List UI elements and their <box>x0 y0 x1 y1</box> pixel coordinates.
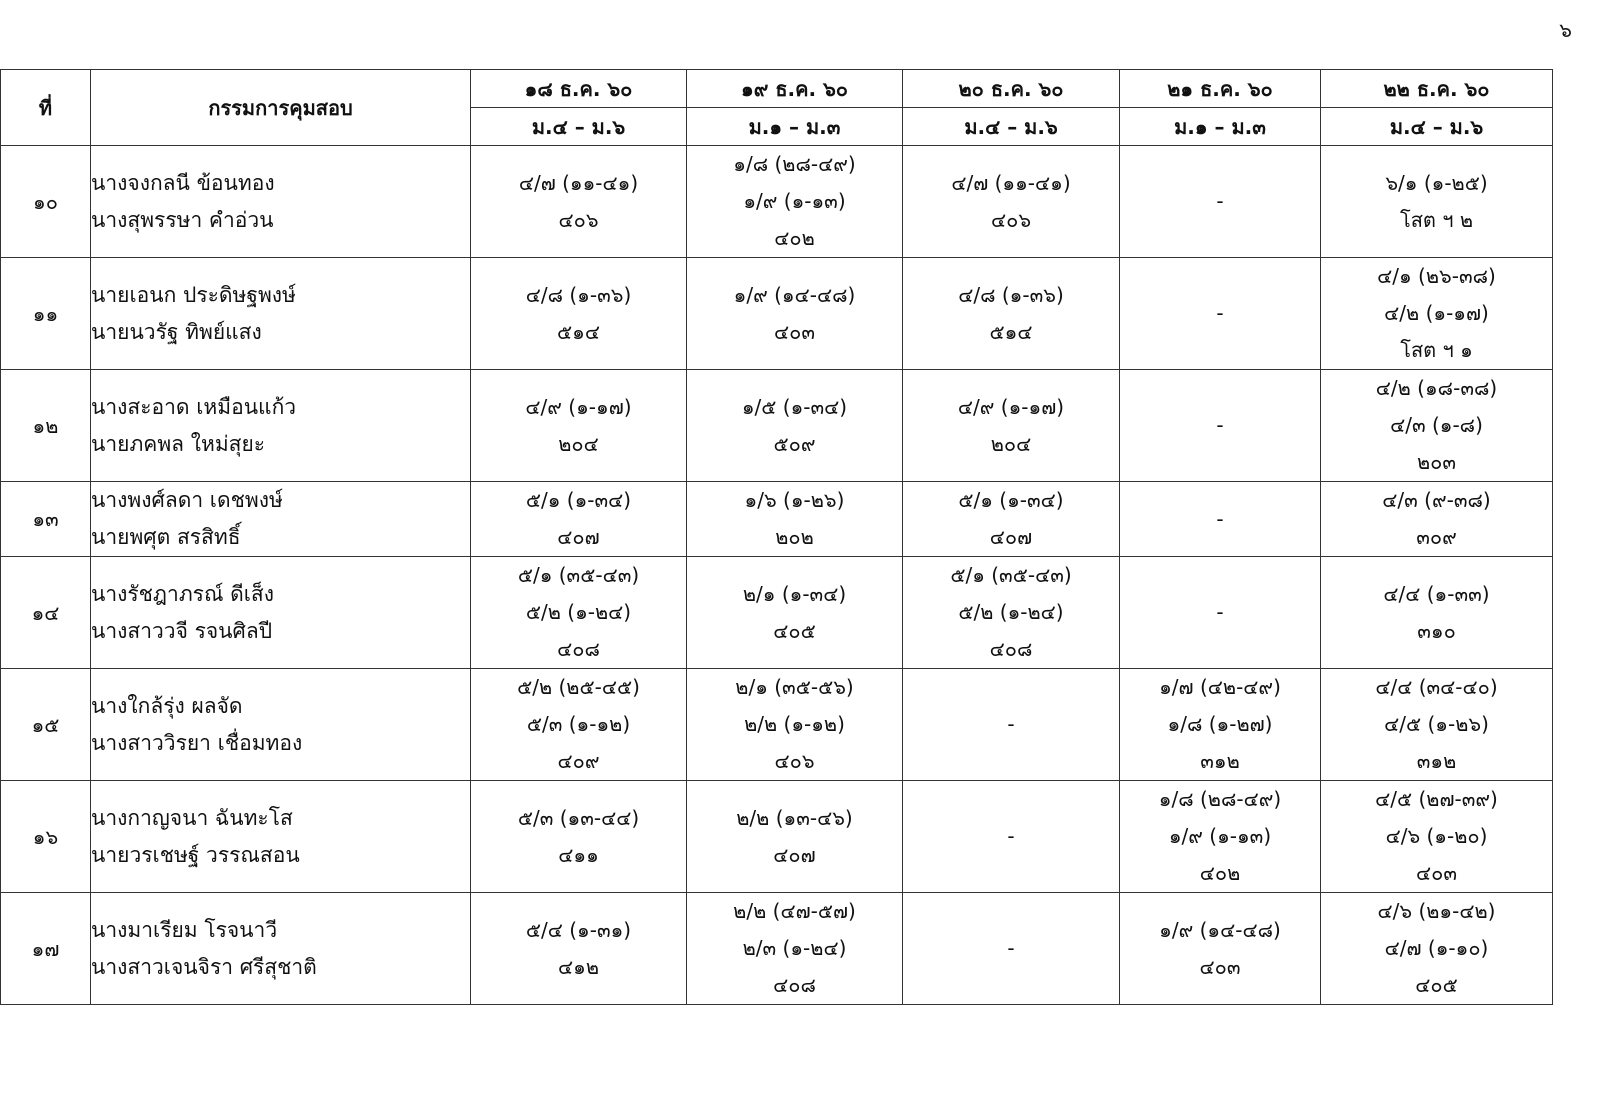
schedule-cell-line: ๔๐๓ <box>1415 861 1457 885</box>
schedule-cell-line: ๕/๓ (๑๓-๔๔) <box>517 805 640 830</box>
schedule-cell <box>1321 370 1553 482</box>
schedule-cell-line: ๒๐๒ <box>775 525 814 549</box>
table-row <box>1 482 1553 557</box>
schedule-cell-line: ๔๐๙ <box>557 749 600 773</box>
schedule-cell-line: ๕/๓ (๑-๑๒) <box>526 712 631 736</box>
table-row <box>1 146 1553 258</box>
schedule-cell-line: โสต ฯ ๒ <box>1399 207 1474 232</box>
schedule-cell-line: ๑/๙ (๑๔-๔๘) <box>733 282 856 307</box>
schedule-cell <box>471 258 687 370</box>
committee-member-name: นางพงศ์ลดา เดชพงษ์ <box>91 488 283 512</box>
schedule-cell <box>903 370 1120 482</box>
schedule-cell-line: ๑/๕ (๑-๓๔) <box>741 394 848 419</box>
schedule-cell <box>471 781 687 893</box>
schedule-cell-line: ๒๐๓ <box>1416 450 1457 474</box>
header-level: ม.๔ – ม.๖ <box>471 108 687 146</box>
schedule-cell-line: ๓๑๒ <box>1200 749 1240 773</box>
table-row <box>1 370 1553 482</box>
row-number: ๑๓ <box>1 482 91 557</box>
committee-names <box>91 669 471 781</box>
schedule-cell <box>1321 258 1553 370</box>
table-row <box>1 893 1553 1005</box>
schedule-cell-line: ๔๐๘ <box>989 637 1033 661</box>
schedule-cell <box>1321 146 1553 258</box>
schedule-cell <box>1321 482 1553 557</box>
schedule-cell <box>687 557 903 669</box>
schedule-cell-line: ๔/๕ (๒๗-๓๙) <box>1375 787 1498 811</box>
schedule-cell <box>687 893 903 1005</box>
schedule-cell-line: ๔๐๓ <box>773 319 815 344</box>
schedule-cell <box>1321 781 1553 893</box>
schedule-cell <box>903 669 1120 781</box>
schedule-cell-line: ๔๐๖ <box>990 207 1032 232</box>
schedule-cell-line: ๔๐๕ <box>1415 973 1458 997</box>
row-number: ๑๔ <box>1 557 91 669</box>
header-date: ๒๑ ธ.ค. ๖๐ <box>1120 70 1321 108</box>
schedule-cell-line: ๔/๒ (๑๘-๓๘) <box>1375 376 1498 400</box>
schedule-cell <box>471 370 687 482</box>
schedule-cell <box>1120 258 1321 370</box>
header-level: ม.๔ – ม.๖ <box>1321 108 1553 146</box>
row-number: ๑๗ <box>1 893 91 1005</box>
schedule-cell <box>471 669 687 781</box>
schedule-cell <box>687 146 903 258</box>
header-level: ม.๑ – ม.๓ <box>687 108 903 146</box>
committee-member-name: นางใกล้รุ่ง ผลจัด <box>91 693 243 718</box>
schedule-cell-line: ๔๐๘ <box>773 973 816 997</box>
schedule-cell-line: ๔/๔ (๓๔-๔๐) <box>1375 675 1498 699</box>
schedule-cell-line: ๔/๘ (๑-๓๖) <box>525 282 632 307</box>
schedule-cell <box>471 893 687 1005</box>
schedule-cell-line: ๔๑๒ <box>557 954 599 979</box>
schedule-cell-line: ๔๐๗ <box>773 842 816 867</box>
schedule-cell <box>1120 781 1321 893</box>
header-date: ๑๘ ธ.ค. ๖๐ <box>471 70 687 108</box>
schedule-cell-line: ๕/๑ (๓๕-๔๓) <box>950 563 1072 587</box>
schedule-cell-line: ๖/๑ (๑-๒๕) <box>1385 170 1488 195</box>
schedule-cell-line: ๔๑๑ <box>558 842 599 867</box>
schedule-cell <box>1321 893 1553 1005</box>
schedule-cell <box>687 370 903 482</box>
committee-member-name: นางมาเรียม โรจนาวี <box>91 917 278 942</box>
schedule-cell-line: ๔/๖ (๑-๒๐) <box>1385 824 1488 848</box>
schedule-cell-line: ๔/๓ (๙-๓๘) <box>1382 488 1491 512</box>
committee-member-name: นางสาวเจนจิรา ศรีสุชาติ <box>91 954 317 979</box>
committee-names <box>91 893 471 1005</box>
committee-member-name: นายเอนก ประดิษฐพงษ์ <box>91 282 296 307</box>
schedule-cell-line: ๑/๙ (๑๔-๔๘) <box>1159 917 1281 942</box>
schedule-cell-line: ๔/๕ (๑-๒๖) <box>1384 712 1489 736</box>
table-row <box>1 781 1553 893</box>
schedule-cell-line: ๓๑๒ <box>1416 749 1457 773</box>
schedule-cell-line: ๕/๒ (๒๕-๔๕) <box>517 675 640 699</box>
schedule-cell-line: ๒/๒ (๑-๑๒) <box>744 712 845 736</box>
schedule-cell-line: ๔/๗ (๑๑-๔๑) <box>951 170 1071 195</box>
schedule-cell-line: ๔/๗ (๑๑-๔๑) <box>518 170 639 195</box>
schedule-cell-line: โสต ฯ ๑ <box>1400 338 1473 362</box>
schedule-cell <box>903 258 1120 370</box>
committee-names <box>91 258 471 370</box>
schedule-cell-line: - <box>1216 506 1224 531</box>
schedule-cell-line: ๕/๒ (๑-๒๔) <box>525 600 632 624</box>
schedule-cell-line: - <box>1216 413 1224 437</box>
schedule-cell <box>1120 482 1321 557</box>
schedule-cell <box>903 146 1120 258</box>
committee-member-name: นางสุพรรษา คำอ่วน <box>91 207 274 232</box>
schedule-cell-line: ๔/๓ (๑-๘) <box>1390 413 1483 437</box>
schedule-cell <box>471 146 687 258</box>
schedule-cell-line: ๒๐๔ <box>990 431 1032 456</box>
schedule-cell-line: ๒/๒ (๔๗-๕๗) <box>733 899 856 923</box>
committee-names <box>91 781 471 893</box>
schedule-cell-line: - <box>1216 189 1224 213</box>
schedule-cell-line: ๔๐๗ <box>557 525 600 549</box>
schedule-cell-line: - <box>1216 600 1224 624</box>
schedule-cell <box>1120 146 1321 258</box>
committee-names <box>91 370 471 482</box>
committee-member-name: นายพศุต สรสิทธิ์ <box>91 525 241 549</box>
schedule-cell <box>1120 370 1321 482</box>
schedule-cell-line: ๔/๙ (๑-๑๗) <box>957 394 1065 419</box>
schedule-cell-line: ๔๐๕ <box>773 618 816 643</box>
schedule-cell-line: ๑/๖ (๑-๒๖) <box>744 488 845 512</box>
schedule-cell-line: ๕/๑ (๑-๓๔) <box>525 488 632 512</box>
schedule-cell-line: ๓๑๐ <box>1417 618 1456 643</box>
schedule-cell-line: ๓๐๙ <box>1416 525 1457 549</box>
schedule-cell-line: ๕/๑ (๓๕-๔๓) <box>517 563 640 587</box>
schedule-cell <box>903 781 1120 893</box>
schedule-cell <box>1120 669 1321 781</box>
schedule-cell-line: ๒๐๔ <box>558 431 599 456</box>
schedule-cell-line: ๑/๗ (๔๒-๔๙) <box>1159 675 1281 699</box>
header-date: ๑๙ ธ.ค. ๖๐ <box>687 70 903 108</box>
schedule-cell-line: ๔๐๖ <box>558 207 599 232</box>
schedule-cell <box>471 557 687 669</box>
schedule-cell <box>687 258 903 370</box>
schedule-cell-line: ๕๑๔ <box>989 319 1033 344</box>
row-number: ๑๐ <box>1 146 91 258</box>
schedule-cell-line: ๕๐๙ <box>773 431 816 456</box>
schedule-cell-line: ๑/๘ (๒๘-๔๙) <box>1158 787 1282 811</box>
table-header <box>1 70 1553 146</box>
schedule-cell-line: ๔๐๖ <box>774 749 815 773</box>
schedule-cell-line: ๒/๓ (๑-๒๔) <box>742 936 847 960</box>
schedule-cell-line: - <box>1007 824 1015 848</box>
schedule-cell-line: ๕๑๔ <box>557 319 600 344</box>
schedule-cell-line: - <box>1007 712 1015 736</box>
schedule-cell-line: ๑/๙ (๑-๑๓) <box>743 189 846 213</box>
schedule-cell <box>687 482 903 557</box>
schedule-cell <box>1120 893 1321 1005</box>
table-row <box>1 258 1553 370</box>
schedule-cell-line: ๒/๒ (๑๓-๔๖) <box>736 805 853 830</box>
schedule-cell <box>471 482 687 557</box>
exam-proctor-table <box>0 69 1553 1005</box>
committee-member-name: นางกาญจนา ฉันทะโส <box>91 805 293 830</box>
committee-member-name: นายวรเชษฐ์ วรรณสอน <box>91 842 300 867</box>
schedule-cell-line: ๔๐๒ <box>1199 861 1241 885</box>
schedule-cell-line: ๔๐๓ <box>1199 954 1241 979</box>
page-number: ๖ <box>1559 18 1572 42</box>
committee-member-name: นางรัชฎาภรณ์ ดีเส็ง <box>91 581 274 606</box>
header-row-dates <box>1 70 1553 108</box>
row-number: ๑๖ <box>1 781 91 893</box>
schedule-cell <box>687 781 903 893</box>
schedule-cell-line: ๔/๑ (๒๖-๓๘) <box>1377 264 1496 288</box>
committee-member-name: นายนวรัฐ ทิพย์แสง <box>91 319 262 344</box>
schedule-cell-line: ๔/๖ (๒๑-๔๒) <box>1377 899 1496 923</box>
table-row <box>1 557 1553 669</box>
committee-member-name: นางสาววจี รจนศิลปี <box>91 618 273 643</box>
schedule-cell-line: - <box>1007 936 1015 960</box>
header-no: ที่ <box>1 70 91 146</box>
committee-member-name: นางจงกลนี ข้อนทอง <box>91 170 275 195</box>
schedule-cell <box>1321 669 1553 781</box>
table-body <box>1 146 1553 1005</box>
committee-member-name: นางสาววิรยา เชื่อมทอง <box>91 730 303 755</box>
schedule-cell-line: ๔/๙ (๑-๑๗) <box>525 394 632 419</box>
schedule-cell-line: ๑/๘ (๒๘-๔๙) <box>733 152 856 176</box>
header-level: ม.๑ – ม.๓ <box>1120 108 1321 146</box>
schedule-cell-line: ๑/๙ (๑-๑๓) <box>1168 824 1272 848</box>
committee-names <box>91 557 471 669</box>
header-date: ๒๒ ธ.ค. ๖๐ <box>1321 70 1553 108</box>
committee-names <box>91 482 471 557</box>
header-committee: กรรมการคุมสอบ <box>91 70 471 146</box>
schedule-cell <box>1120 557 1321 669</box>
schedule-cell-line: ๔/๔ (๑-๓๓) <box>1383 581 1490 606</box>
row-number: ๑๕ <box>1 669 91 781</box>
committee-member-name: นายภคพล ใหม่สุยะ <box>91 431 266 456</box>
schedule-cell-line: ๑/๘ (๑-๒๗) <box>1167 712 1273 736</box>
schedule-cell-line: ๕/๔ (๑-๓๑) <box>525 917 632 942</box>
header-date: ๒๐ ธ.ค. ๖๐ <box>903 70 1120 108</box>
row-number: ๑๒ <box>1 370 91 482</box>
table-row <box>1 669 1553 781</box>
schedule-cell <box>903 482 1120 557</box>
schedule-cell-line: ๔๐๒ <box>774 226 815 250</box>
schedule-cell-line: ๕/๑ (๑-๓๔) <box>958 488 1064 512</box>
schedule-cell-line: ๔๐๗ <box>989 525 1033 549</box>
schedule-cell <box>903 557 1120 669</box>
schedule-cell-line: ๒/๑ (๓๕-๕๖) <box>735 675 854 699</box>
schedule-cell-line: ๔/๒ (๑-๑๗) <box>1384 301 1489 325</box>
schedule-cell-line: ๔/๘ (๑-๓๖) <box>958 282 1064 307</box>
schedule-cell-line: - <box>1216 301 1224 325</box>
schedule-cell-line: ๔/๗ (๑-๑๐) <box>1384 936 1489 960</box>
committee-names <box>91 146 471 258</box>
schedule-cell <box>903 893 1120 1005</box>
schedule-cell-line: ๒/๑ (๑-๓๔) <box>742 581 847 606</box>
committee-member-name: นางสะอาด เหมือนแก้ว <box>91 394 297 419</box>
schedule-cell <box>1321 557 1553 669</box>
schedule-cell-line: ๕/๒ (๑-๒๔) <box>958 600 1064 624</box>
schedule-cell <box>687 669 903 781</box>
schedule-cell-line: ๔๐๘ <box>557 637 600 661</box>
row-number: ๑๑ <box>1 258 91 370</box>
header-level: ม.๔ – ม.๖ <box>903 108 1120 146</box>
